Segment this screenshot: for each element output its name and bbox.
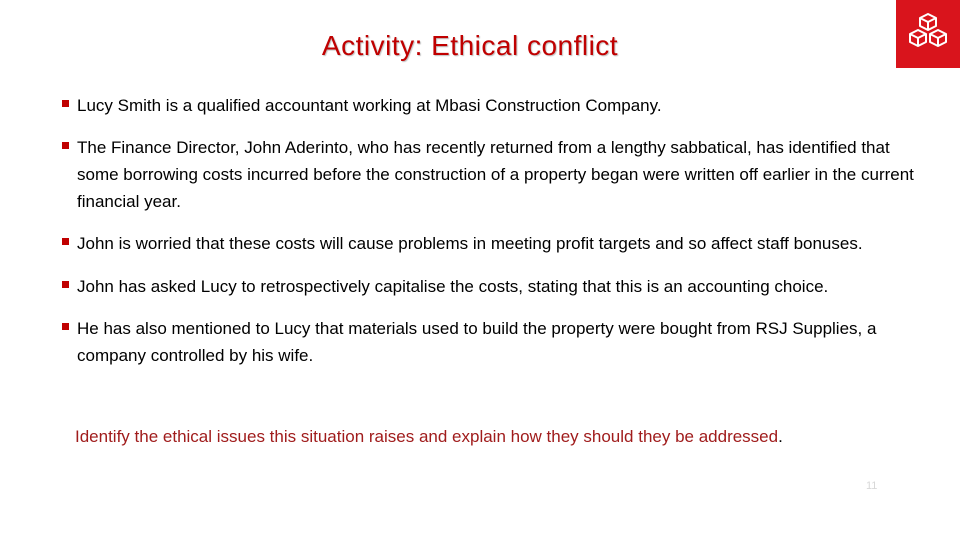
bullet-text: John is worried that these costs will cause problems in meeting profit targets and so affect staff bonuses. [77,234,863,253]
slide-title: Activity: Ethical conflict [321,30,619,61]
question-end: . [778,427,783,446]
bullet-list [62,92,932,369]
cubes-logo-icon [902,10,954,54]
bullet-item [62,230,932,257]
bullet-text: John has asked Lucy to retrospectively capitalise the costs, stating that this is an accounting choice. [77,277,829,296]
page-number: 11 [866,480,878,492]
bullet-text: Lucy Smith is a qualified accountant working at Mbasi Construction Company. [77,96,662,115]
bullet-text: He has also mentioned to Lucy that materials used to build the property were bought from RSJ Supplies, a company controlled by his wife. [77,319,877,365]
bullet-item [62,315,932,369]
square-bullet-icon [62,323,69,330]
activity-question [75,423,945,450]
square-bullet-icon [62,142,69,149]
bullet-item [62,134,932,215]
bullet-item [62,273,932,300]
brand-logo [896,0,960,68]
bullet-item [62,92,932,119]
square-bullet-icon [62,100,69,107]
square-bullet-icon [62,238,69,245]
question-text: Identify the ethical issues this situation raises and explain how they should they be addressed [75,427,779,446]
square-bullet-icon [62,281,69,288]
bullet-text: The Finance Director, John Aderinto, who has recently returned from a lengthy sabbatical, has identified that some borrowing costs incurred before the construction of a property began were written off earlier in the current financial year. [77,138,914,211]
